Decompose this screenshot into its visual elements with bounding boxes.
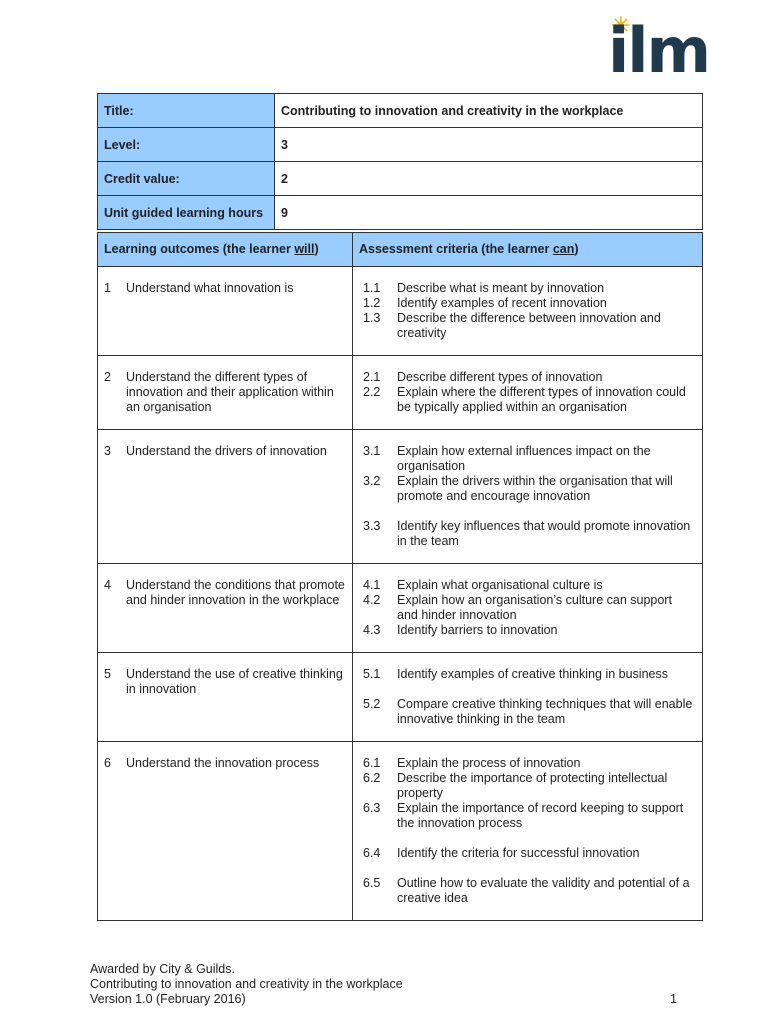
unit-details-table <box>97 93 703 230</box>
criterion <box>359 846 696 861</box>
criteria-header: Assessment criteria (the learner can) <box>353 233 703 267</box>
learning-outcome <box>104 756 346 771</box>
title-value: Contributing to innovation and creativity in the workplace <box>275 94 703 128</box>
page-number: 1 <box>670 992 677 1006</box>
logo-text: ilm <box>608 14 710 87</box>
criterion <box>359 370 696 385</box>
criterion-number: 2.1 <box>363 370 381 384</box>
learning-outcome-cell <box>98 653 353 742</box>
criterion <box>359 623 696 638</box>
outcome-text: Understand the innovation process <box>126 756 320 770</box>
criterion-number: 4.1 <box>363 578 381 592</box>
ilm-logo <box>608 14 710 87</box>
criterion-text: Describe different types of innovation <box>397 370 603 384</box>
outcome-number: 6 <box>104 756 111 770</box>
criterion-text: Compare creative thinking techniques that will enable innovative thinking in the team <box>397 697 693 726</box>
criterion-text: Explain what organisational culture is <box>397 578 603 592</box>
criterion-text: Describe the difference between innovation and creativity <box>397 311 661 340</box>
criterion <box>359 311 696 341</box>
level-value: 3 <box>275 128 703 162</box>
criterion <box>359 444 696 474</box>
criterion <box>359 593 696 623</box>
criterion-text: Describe the importance of protecting intellectual property <box>397 771 668 800</box>
criterion-text: Explain how an organisation’s culture can support and hinder innovation <box>397 593 672 622</box>
criterion <box>359 876 696 906</box>
criterion-number: 3.1 <box>363 444 381 458</box>
learning-outcome <box>104 444 346 459</box>
outcome-number: 5 <box>104 667 111 681</box>
criterion <box>359 697 696 727</box>
hours-label: Unit guided learning hours <box>98 196 275 230</box>
criterion-text: Explain the drivers within the organisation that will promote and encourage innovation <box>397 474 673 503</box>
criterion-number: 3.2 <box>363 474 381 488</box>
learning-outcome-cell <box>98 356 353 430</box>
learning-outcome-cell <box>98 430 353 564</box>
outcome-text: Understand the conditions that promote and hinder innovation in the workplace <box>126 578 345 607</box>
criterion <box>359 771 696 801</box>
footer <box>90 962 690 1007</box>
table-row <box>98 564 703 653</box>
criterion-number: 5.2 <box>363 697 381 711</box>
criterion <box>359 296 696 311</box>
criterion-text: Describe what is meant by innovation <box>397 281 605 295</box>
credit-label: Credit value: <box>98 162 275 196</box>
outcome-text: Understand the use of creative thinking in innovation <box>126 667 343 696</box>
learning-outcome-cell <box>98 564 353 653</box>
outcomes-header: Learning outcomes (the learner will) <box>98 233 353 267</box>
assessment-criteria-cell <box>353 430 703 564</box>
assessment-criteria-cell <box>353 267 703 356</box>
criterion <box>359 756 696 771</box>
criterion-number: 6.1 <box>363 756 381 770</box>
assessment-criteria-cell <box>353 356 703 430</box>
criterion-text: Identify examples of creative thinking in business <box>397 667 668 681</box>
criterion-text: Explain how external influences impact on the organisation <box>397 444 651 473</box>
criterion-number: 6.3 <box>363 801 381 815</box>
criterion-text: Outline how to evaluate the validity and potential of a creative idea <box>397 876 690 905</box>
footer-unit-title: Contributing to innovation and creativity in the workplace <box>90 977 403 991</box>
level-label: Level: <box>98 128 275 162</box>
criterion-text: Explain the importance of record keeping to support the innovation process <box>397 801 684 830</box>
outcome-number: 1 <box>104 281 111 295</box>
criterion-text: Identify key influences that would promote innovation in the team <box>397 519 691 548</box>
learning-outcome-cell <box>98 267 353 356</box>
criterion <box>359 667 696 682</box>
outcome-number: 3 <box>104 444 111 458</box>
criterion-number: 6.5 <box>363 876 381 890</box>
criterion-text: Explain where the different types of innovation could be typically applied within an organisation <box>397 385 686 414</box>
criterion-number: 5.1 <box>363 667 381 681</box>
table-row <box>98 94 703 128</box>
learning-outcome <box>104 667 346 697</box>
footer-version: Version 1.0 (February 2016) <box>90 992 246 1006</box>
criterion <box>359 519 696 549</box>
table-row <box>98 430 703 564</box>
criterion-number: 1.1 <box>363 281 381 295</box>
learning-outcome <box>104 370 346 415</box>
criterion-number: 1.3 <box>363 311 381 325</box>
criterion-number: 4.2 <box>363 593 381 607</box>
criterion <box>359 281 696 296</box>
assessment-criteria-cell <box>353 653 703 742</box>
criterion <box>359 578 696 593</box>
outcome-text: Understand the different types of innovation and their application within an organisation <box>126 370 334 414</box>
assessment-criteria-cell <box>353 742 703 921</box>
table-row <box>98 196 703 230</box>
learning-outcome-cell <box>98 742 353 921</box>
outcome-text: Understand the drivers of innovation <box>126 444 327 458</box>
table-row <box>98 162 703 196</box>
criterion-text: Identify examples of recent innovation <box>397 296 607 310</box>
table-row <box>98 128 703 162</box>
criterion <box>359 474 696 504</box>
learning-outcomes-table <box>97 232 703 921</box>
hours-value: 9 <box>275 196 703 230</box>
title-label: Title: <box>98 94 275 128</box>
criterion-number: 6.2 <box>363 771 381 785</box>
table-row <box>98 267 703 356</box>
criterion-text: Identify barriers to innovation <box>397 623 558 637</box>
criterion <box>359 385 696 415</box>
criterion-text: Explain the process of innovation <box>397 756 581 770</box>
outcome-text: Understand what innovation is <box>126 281 294 295</box>
learning-outcome <box>104 281 346 296</box>
table-row <box>98 653 703 742</box>
criterion-number: 3.3 <box>363 519 381 533</box>
outcome-number: 2 <box>104 370 111 384</box>
criterion-number: 2.2 <box>363 385 381 399</box>
table-header-row <box>98 233 703 267</box>
criterion-text: Identify the criteria for successful innovation <box>397 846 640 860</box>
criterion <box>359 801 696 831</box>
table-row <box>98 742 703 921</box>
footer-awarded: Awarded by City & Guilds. <box>90 962 235 976</box>
criterion-number: 4.3 <box>363 623 381 637</box>
criterion-number: 1.2 <box>363 296 381 310</box>
criterion-number: 6.4 <box>363 846 381 860</box>
learning-outcome <box>104 578 346 608</box>
outcome-number: 4 <box>104 578 111 592</box>
table-row <box>98 356 703 430</box>
assessment-criteria-cell <box>353 564 703 653</box>
credit-value: 2 <box>275 162 703 196</box>
